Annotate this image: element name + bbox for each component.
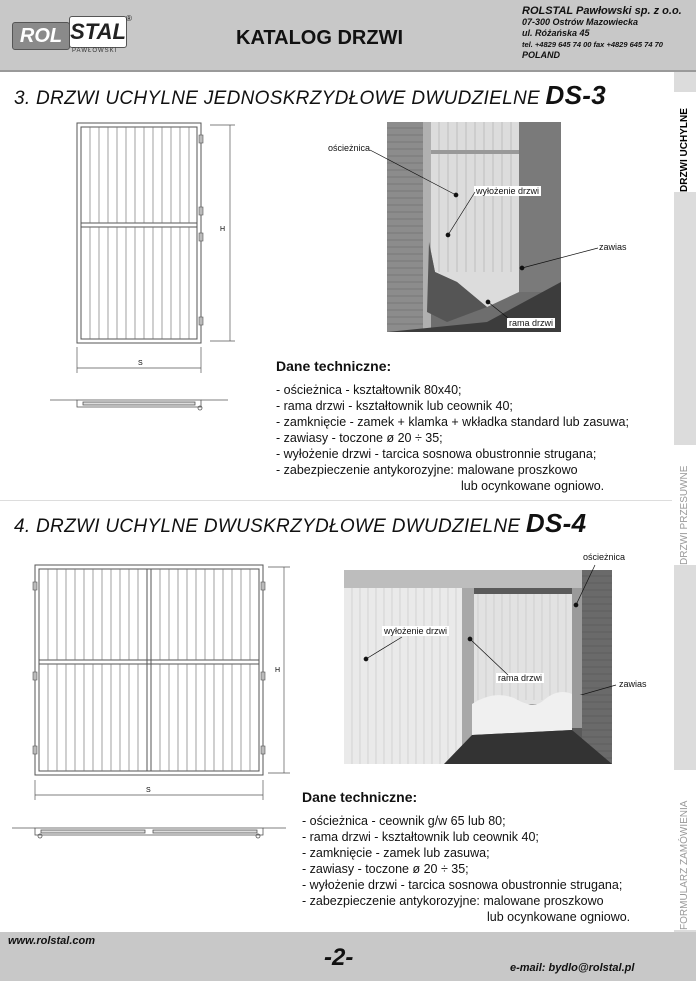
ds3-specs-heading: Dane techniczne: [276,358,392,374]
ds4-spec-line: - wyłożenie drzwi - tarcica sosnowa obustronnie strugana; [302,878,623,892]
ds4-spec-tail: lub ocynkowane ogniowo. [487,910,631,924]
company-info [522,6,682,61]
page-number: -2- [324,944,354,971]
ds4-title-text: 4. DRZWI UCHYLNE DWUSKRZYDŁOWE DWUDZIELNE [14,516,526,537]
company-address-2: ul. Różańska 45 [522,28,590,38]
ds4-spec-line: - zamknięcie - zamek lub zasuwa; [302,846,490,860]
ds3-specs [276,358,629,494]
logo-rol: ROL [12,22,70,50]
ds3-dim-h: H [220,226,226,233]
company-address-1: 07-300 Ostrów Mazowiecka [522,17,639,27]
catalog-title: KATALOG DRZWI [236,27,404,49]
ds4-spec-line: - rama drzwi - kształtownik lub ceownik 40; [302,830,539,844]
ds3-spec-line: - zabezpieczenie antykorozyjne: malowane proszkowo [276,463,578,477]
ds4-label-frame: ościeżnica [583,552,626,562]
ds3-label-lining: wyłożenie drzwi [476,186,540,196]
ds4-spec-line: - ościeżnica - ceownik g/w 65 lub 80; [302,814,506,828]
ds4-label-lining: wyłożenie drzwi [384,626,448,636]
ds4-specs-heading: Dane techniczne: [302,789,418,805]
footer-website-link[interactable]: www.rolstal.com [8,935,96,947]
ds3-spec-tail: lub ocynkowane ogniowo. [461,479,605,493]
side-tab-formularz[interactable]: FORMULARZ ZAMÓWIENIA [674,770,696,930]
logo-subtitle: PAWŁOWSKI [72,48,118,54]
logo-stal: STAL [69,16,127,48]
side-tab-drzwi-uchylne[interactable]: DRZWI UCHYLNE [674,92,696,192]
ds3-spec-line: - wyłożenie drzwi - tarcica sosnowa obustronnie strugana; [276,447,597,461]
ds4-specs [302,789,630,925]
ds4-label-hinge: zawias [619,679,647,689]
ds4-dim-s: S [146,787,151,794]
ds3-title-text: 3. DRZWI UCHYLNE JEDNOSKRZYDŁOWE DWUDZIELNE [14,88,546,109]
ds3-spec-line: - rama drzwi - kształtownik lub ceownik 40; [276,399,513,413]
ds3-photo-leaders [370,140,630,330]
ds4-spec-line: - zawiasy - toczone ø 20 ÷ 35; [302,862,469,876]
ds3-dim-s: S [138,360,143,367]
ds3-label-hinge: zawias [599,242,627,252]
ds4-spec-line: - zabezpieczenie antykorozyjne: malowane proszkowo [302,894,604,908]
company-name: ROLSTAL Pawłowski sp. z o.o. [522,5,682,17]
ds4-drawing [10,560,300,850]
ds3-spec-line: - ościeżnica - kształtownik 80x40; [276,383,462,397]
side-tab-drzwi-przesuwne[interactable]: DRZWI PRZESUWNE [674,445,696,565]
ds3-label-door-frame: rama drzwi [509,318,554,328]
ds3-label-frame: ościeżnica [328,143,371,153]
ds4-label-door-frame: rama drzwi [498,673,543,683]
ds4-dim-h: H [275,667,281,674]
ds3-drawing [50,115,250,420]
section-divider [0,500,672,501]
rolstal-logo [12,14,132,54]
ds4-title [14,508,586,539]
ds3-title [14,80,606,111]
ds3-code: DS-3 [545,80,606,110]
logo-registered: ® [126,14,132,23]
company-phone-fax: tel. +4829 645 74 00 fax +4829 645 74 70 [522,40,663,49]
ds4-code: DS-4 [525,508,587,538]
ds3-spec-line: - zawiasy - toczone ø 20 ÷ 35; [276,431,443,445]
ds3-spec-line: - zamknięcie - zamek + klamka + wkładka standard lub zasuwa; [276,415,629,429]
ds4-photo-leaders [360,555,650,695]
footer-email-link[interactable]: e-mail: bydlo@rolstal.pl [510,962,635,974]
company-country: POLAND [522,50,560,60]
